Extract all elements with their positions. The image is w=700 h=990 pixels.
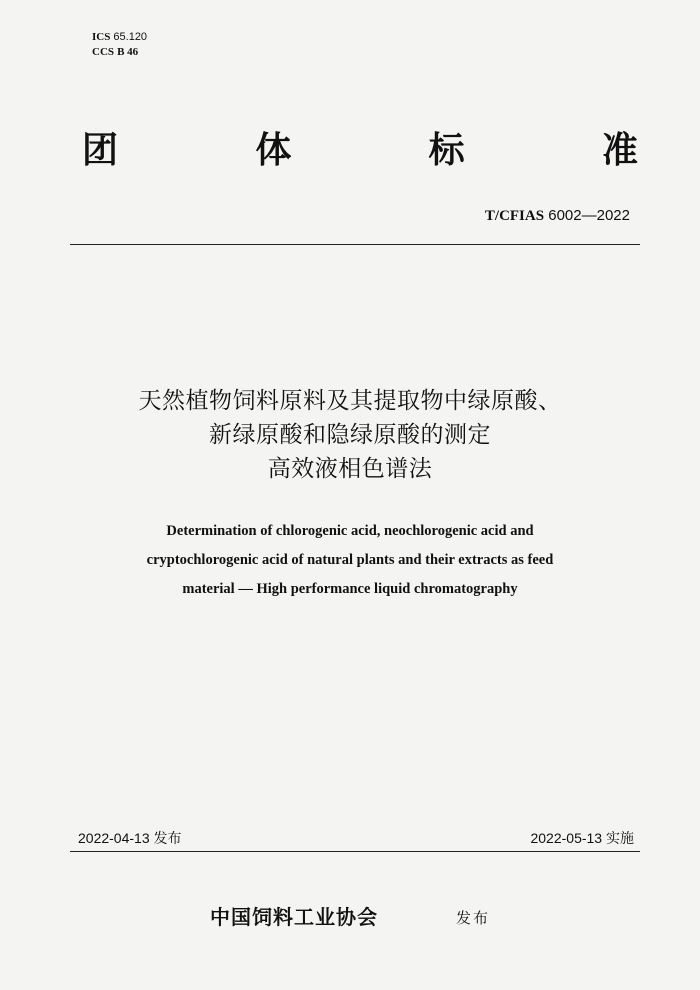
chinese-title-line: 新绿原酸和隐绿原酸的测定 xyxy=(209,422,491,448)
ics-classification xyxy=(92,30,147,45)
english-title-line: cryptochlorogenic acid of natural plants and their extracts as feed xyxy=(146,552,554,568)
standard-code-prefix: T/CFIAS xyxy=(484,208,545,224)
standard-code-number: 6002—2022 xyxy=(548,207,630,224)
bottom-divider xyxy=(70,851,640,852)
chinese-title-line: 高效液相色谱法 xyxy=(267,456,433,482)
standard-type-char: 标 xyxy=(428,129,465,171)
english-title-line: Determination of chlorogenic acid, neochlorogenic acid and xyxy=(166,523,534,539)
implementation-date: 2022-05-13 实施 xyxy=(530,830,634,846)
ccs-value: B 46 xyxy=(117,46,139,58)
standard-code xyxy=(485,207,630,225)
issuer-action: 发布 xyxy=(456,909,491,927)
issuer-name: 中国饲料工业协会 xyxy=(210,905,378,929)
chinese-title-line: 天然植物饲料原料及其提取物中绿原酸、 xyxy=(138,388,562,414)
ccs-classification xyxy=(92,45,138,60)
ics-label: ICS xyxy=(92,31,111,43)
standard-type-heading xyxy=(82,128,638,172)
standard-type-char: 体 xyxy=(255,129,292,171)
ics-value: 65.120 xyxy=(113,31,148,43)
standard-type-char: 团 xyxy=(82,129,119,171)
standard-type-char: 准 xyxy=(601,129,638,171)
top-divider xyxy=(70,244,640,245)
chinese-title xyxy=(60,384,640,486)
issue-date: 2022-04-13 发布 xyxy=(78,830,182,846)
ccs-label: CCS xyxy=(92,46,115,58)
english-title-line: material — High performance liquid chromatography xyxy=(182,581,518,597)
english-title xyxy=(60,517,640,604)
